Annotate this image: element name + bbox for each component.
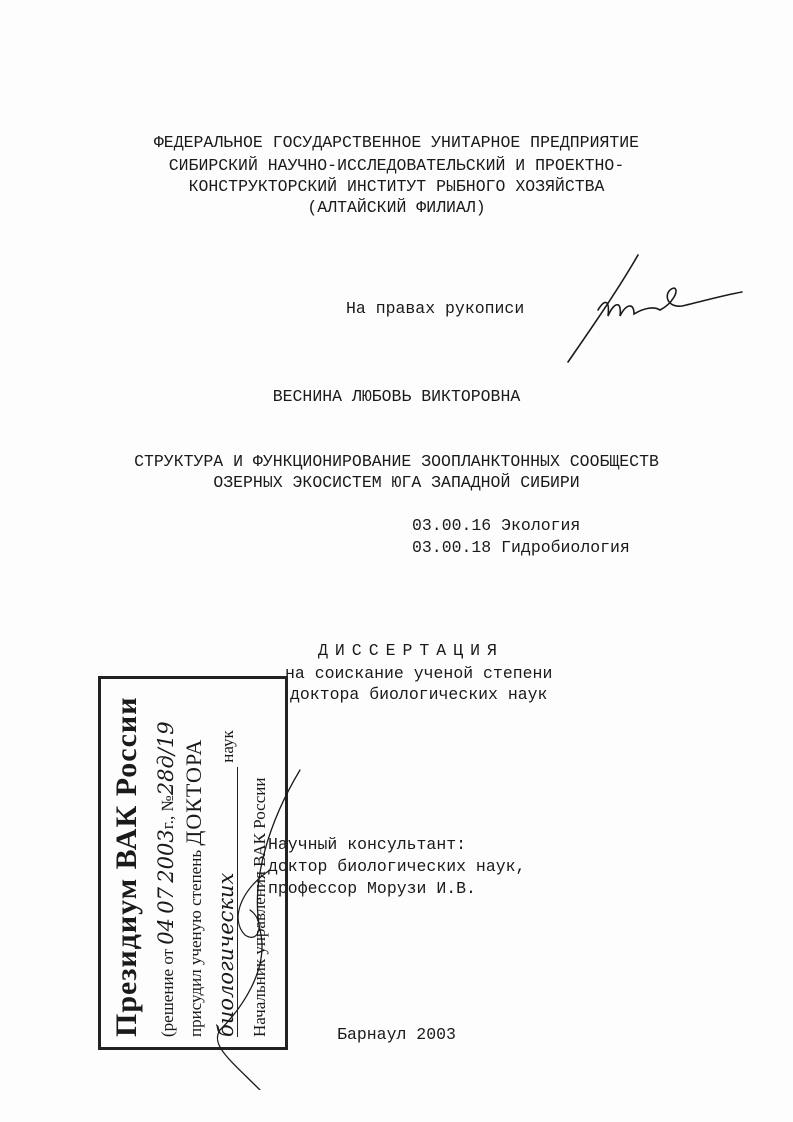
consultant-label: Научный консультант: <box>268 835 467 854</box>
stamp-science: биологических <box>215 767 238 1037</box>
stamp-head: Начальник управления ВАК России <box>250 777 269 1037</box>
thesis-title-line-1: СТРУКТУРА И ФУНКЦИОНИРОВАНИЕ ЗООПЛАНКТОННЫХ СООБЩЕСТВ <box>134 452 659 471</box>
stamp-awarded-prefix: присудил ученую степень <box>186 849 205 1037</box>
stamp-decision-prefix: (решение от <box>158 944 177 1037</box>
stamp-day: 04 <box>154 917 178 945</box>
organization-line-1: ФЕДЕРАЛЬНОЕ ГОСУДАРСТВЕННОЕ УНИТАРНОЕ ПРЕДПРИЯТИЕ <box>153 133 640 152</box>
dissertation-label: ДИССЕРТАЦИЯ <box>318 641 504 660</box>
stamp-year: 2003 <box>154 829 178 883</box>
stamp-number: 28д/19 <box>154 721 178 796</box>
degree-sought-line-2: доктора биологических наук <box>290 685 548 704</box>
consultant-name: профессор Морузи И.В. <box>268 879 476 898</box>
organization-line-3: КОНСТРУКТОРСКИЙ ИНСТИТУТ РЫБНОГО ХОЗЯЙСТВА <box>188 177 605 196</box>
organization-line-2: СИБИРСКИЙ НАУЧНО-ИССЛЕДОВАТЕЛЬСКИЙ И ПРОЕКТНО- <box>168 156 625 175</box>
organization-line-4: (АЛТАЙСКИЙ ФИЛИАЛ) <box>307 198 486 217</box>
author-name: ВЕСНИНА ЛЮБОВЬ ВИКТОРОВНА <box>272 387 521 406</box>
specialty-hydrobiology: 03.00.18 Гидробиология <box>412 538 630 557</box>
stamp-year-suffix: г., <box>158 815 177 830</box>
stamp-overlay-signature <box>150 760 330 1090</box>
stamp-title: Президиум ВАК России <box>110 696 143 1037</box>
specialty-ecology: 03.00.16 Экология <box>412 516 581 535</box>
thesis-title-line-2: ОЗЕРНЫХ ЭКОСИСТЕМ ЮГА ЗАПАДНОЙ СИБИРИ <box>213 473 580 492</box>
stamp-number-sign: № <box>158 795 177 812</box>
author-signature <box>560 250 745 365</box>
stamp-month: 07 <box>154 886 178 914</box>
stamp-science-suffix: наук <box>218 730 237 763</box>
degree-sought-line-1: на соискание ученой степени <box>285 664 553 683</box>
manuscript-note: На правах рукописи <box>346 299 525 318</box>
place-and-year: Барнаул 2003 <box>337 1025 456 1044</box>
stamp-degree: ДОКТОРА <box>181 738 206 846</box>
consultant-degree: доктор биологических наук, <box>268 857 526 876</box>
